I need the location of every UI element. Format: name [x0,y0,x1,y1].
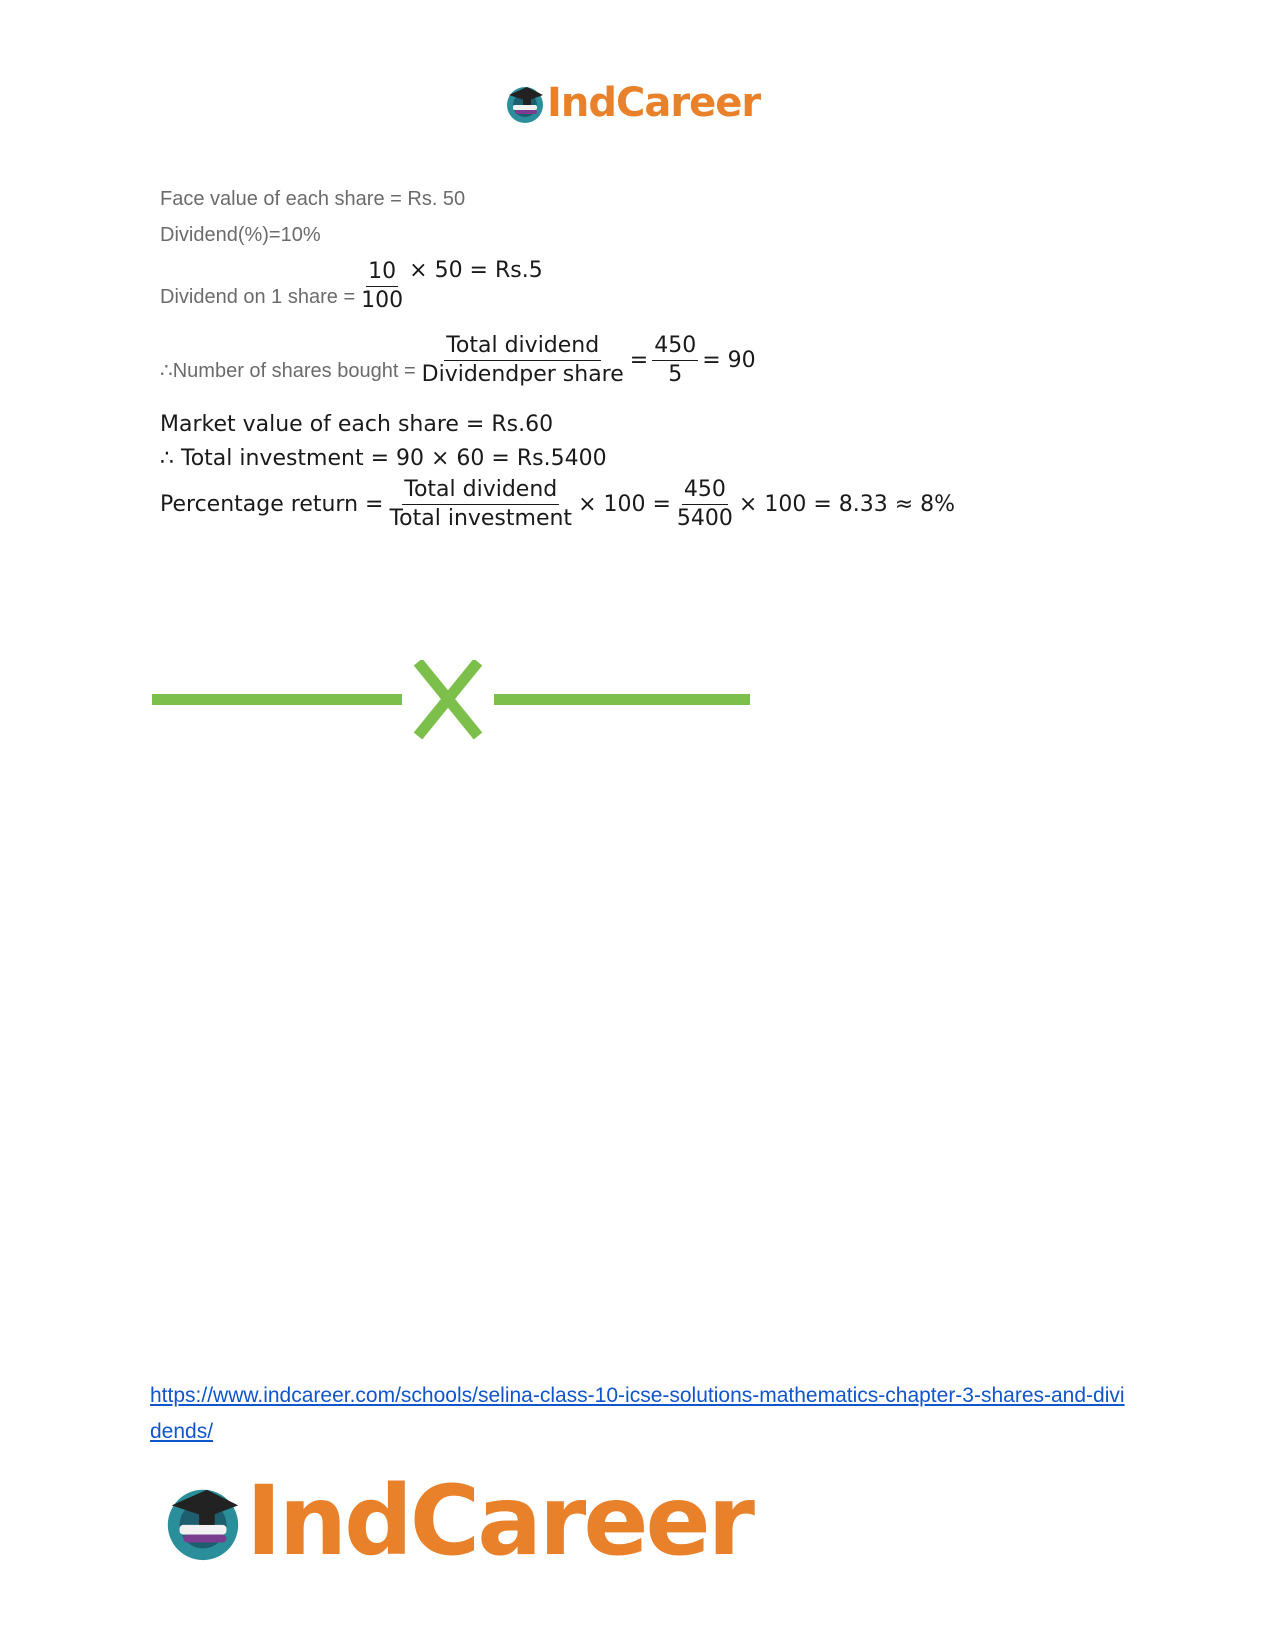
shares-bought-label: ∴Number of shares bought = [160,360,416,383]
logo-text: IndCareer [547,80,761,126]
header-logo [503,80,760,126]
total-investment-line: ∴ Total investment = 90 × 60 = Rs.5400 [160,446,607,471]
shares-result: = 90 [702,348,756,374]
divider-right-bar [494,694,750,705]
dividend-one-share-line [160,258,543,313]
percentage-return-label: Percentage return = [160,492,384,518]
dividend-one-rest: × 50 = Rs.5 [409,258,543,283]
divider-left-bar [152,694,402,705]
fraction-numerator: Total dividend [444,334,601,361]
fraction-numerator: 10 [366,260,398,287]
logo-text: IndCareer [246,1465,752,1577]
fraction-denominator: 100 [361,287,404,313]
return-value-fraction [675,478,735,531]
percentage-return-line [160,478,955,531]
fraction-numerator: Total dividend [402,478,559,505]
fraction-numerator: 450 [682,478,728,505]
return-fraction [387,478,574,531]
graduation-cap-icon [160,1478,246,1564]
dividend-fraction [359,260,405,313]
fraction-denominator: 5400 [676,506,733,532]
divider-x-icon [418,662,478,736]
dividend-one-label: Dividend on 1 share = [160,286,356,308]
return-result: × 100 = 8.33 ≈ 8% [738,492,956,518]
footer-logo [160,1465,752,1577]
shares-expression [416,334,756,387]
shares-value-fraction [652,334,698,387]
fraction-denominator: Dividendper share [421,362,624,388]
market-value-line: Market value of each share = Rs.60 [160,412,554,437]
shares-fraction [420,334,626,387]
equals-sign: = [629,348,649,374]
section-divider [152,660,752,740]
return-multiplier: × 100 = [578,492,671,518]
shares-bought-line [160,334,756,387]
source-url-link[interactable]: https://www.indcareer.com/schools/selina-class-10-icse-solutions-mathematics-chapter-3-shares-and-dividends/ [150,1384,1125,1443]
graduation-cap-icon [503,81,547,125]
fraction-denominator: 5 [668,362,683,388]
face-value-line: Face value of each share = Rs. 50 [160,188,466,210]
dividend-percent-line: Dividend(%)=10% [160,224,321,246]
fraction-denominator: Total investment [389,506,573,532]
fraction-numerator: 450 [652,334,698,361]
